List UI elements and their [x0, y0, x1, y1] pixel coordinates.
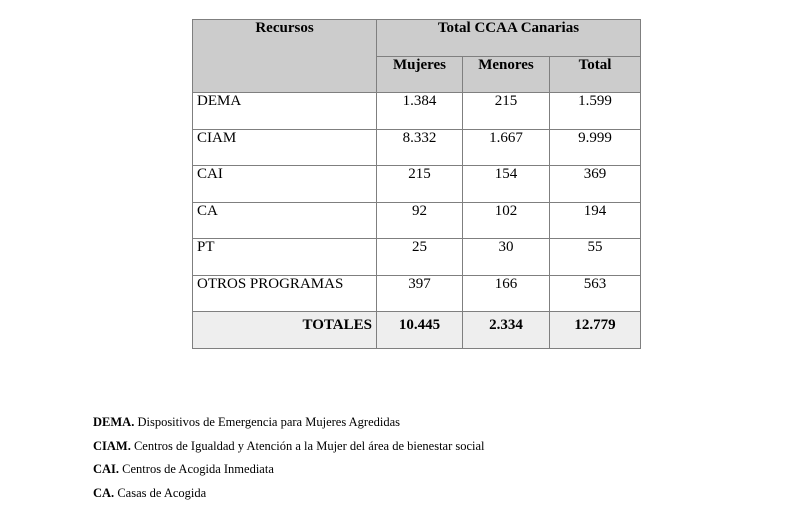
header-row-group [193, 20, 641, 57]
table-row [193, 129, 641, 166]
row-label: CIAM [193, 129, 377, 166]
table-row [193, 239, 641, 276]
cell-mujeres: 25 [377, 239, 463, 276]
totals-menores: 2.334 [463, 312, 550, 349]
legend-abbr: CA. [93, 485, 115, 500]
table-row [193, 202, 641, 239]
header-total-ccaa-canarias: Total CCAA Canarias [377, 20, 641, 57]
cell-mujeres: 1.384 [377, 93, 463, 130]
row-label: CAI [193, 166, 377, 203]
cell-mujeres: 215 [377, 166, 463, 203]
legend-text: Casas de Acogida [114, 485, 207, 500]
legend-abbr: CIAM. [93, 438, 131, 453]
cell-total: 563 [550, 275, 641, 312]
table-row [193, 275, 641, 312]
totals-total: 12.779 [550, 312, 641, 349]
totals-label: TOTALES [193, 312, 377, 349]
row-label: PT [193, 239, 377, 276]
cell-menores: 30 [463, 239, 550, 276]
legend-item [93, 435, 485, 459]
cell-total: 1.599 [550, 93, 641, 130]
legend-item [93, 482, 485, 506]
legend-abbr: CAI. [93, 462, 120, 476]
row-label: OTROS PROGRAMAS [193, 275, 377, 312]
legend-text: Centros de Igualdad y Atención a la Mujer del área de bienestar social [130, 438, 485, 453]
cell-menores: 1.667 [463, 129, 550, 166]
cell-total: 369 [550, 166, 641, 203]
abbreviations-legend [93, 411, 485, 505]
cell-menores: 154 [463, 166, 550, 203]
legend-text: Dispositivos de Emergencia para Mujeres Agredidas [134, 415, 401, 429]
legend-item [93, 458, 485, 482]
legend-text: Centros de Acogida Inmediata [119, 462, 274, 476]
cell-menores: 166 [463, 275, 550, 312]
cell-menores: 102 [463, 202, 550, 239]
table-row [193, 93, 641, 130]
row-label: CA [193, 202, 377, 239]
cell-mujeres: 8.332 [377, 129, 463, 166]
cell-total: 194 [550, 202, 641, 239]
legend-item [93, 411, 485, 435]
legend-abbr: DEMA. [93, 415, 135, 429]
header-menores: Menores [463, 56, 550, 93]
cell-mujeres: 92 [377, 202, 463, 239]
header-mujeres: Mujeres [377, 56, 463, 93]
resources-table [192, 19, 641, 349]
totals-row [193, 312, 641, 349]
header-recursos: Recursos [193, 20, 377, 93]
cell-total: 9.999 [550, 129, 641, 166]
table-row [193, 166, 641, 203]
header-total: Total [550, 56, 641, 93]
cell-menores: 215 [463, 93, 550, 130]
totals-mujeres: 10.445 [377, 312, 463, 349]
cell-total: 55 [550, 239, 641, 276]
cell-mujeres: 397 [377, 275, 463, 312]
row-label: DEMA [193, 93, 377, 130]
